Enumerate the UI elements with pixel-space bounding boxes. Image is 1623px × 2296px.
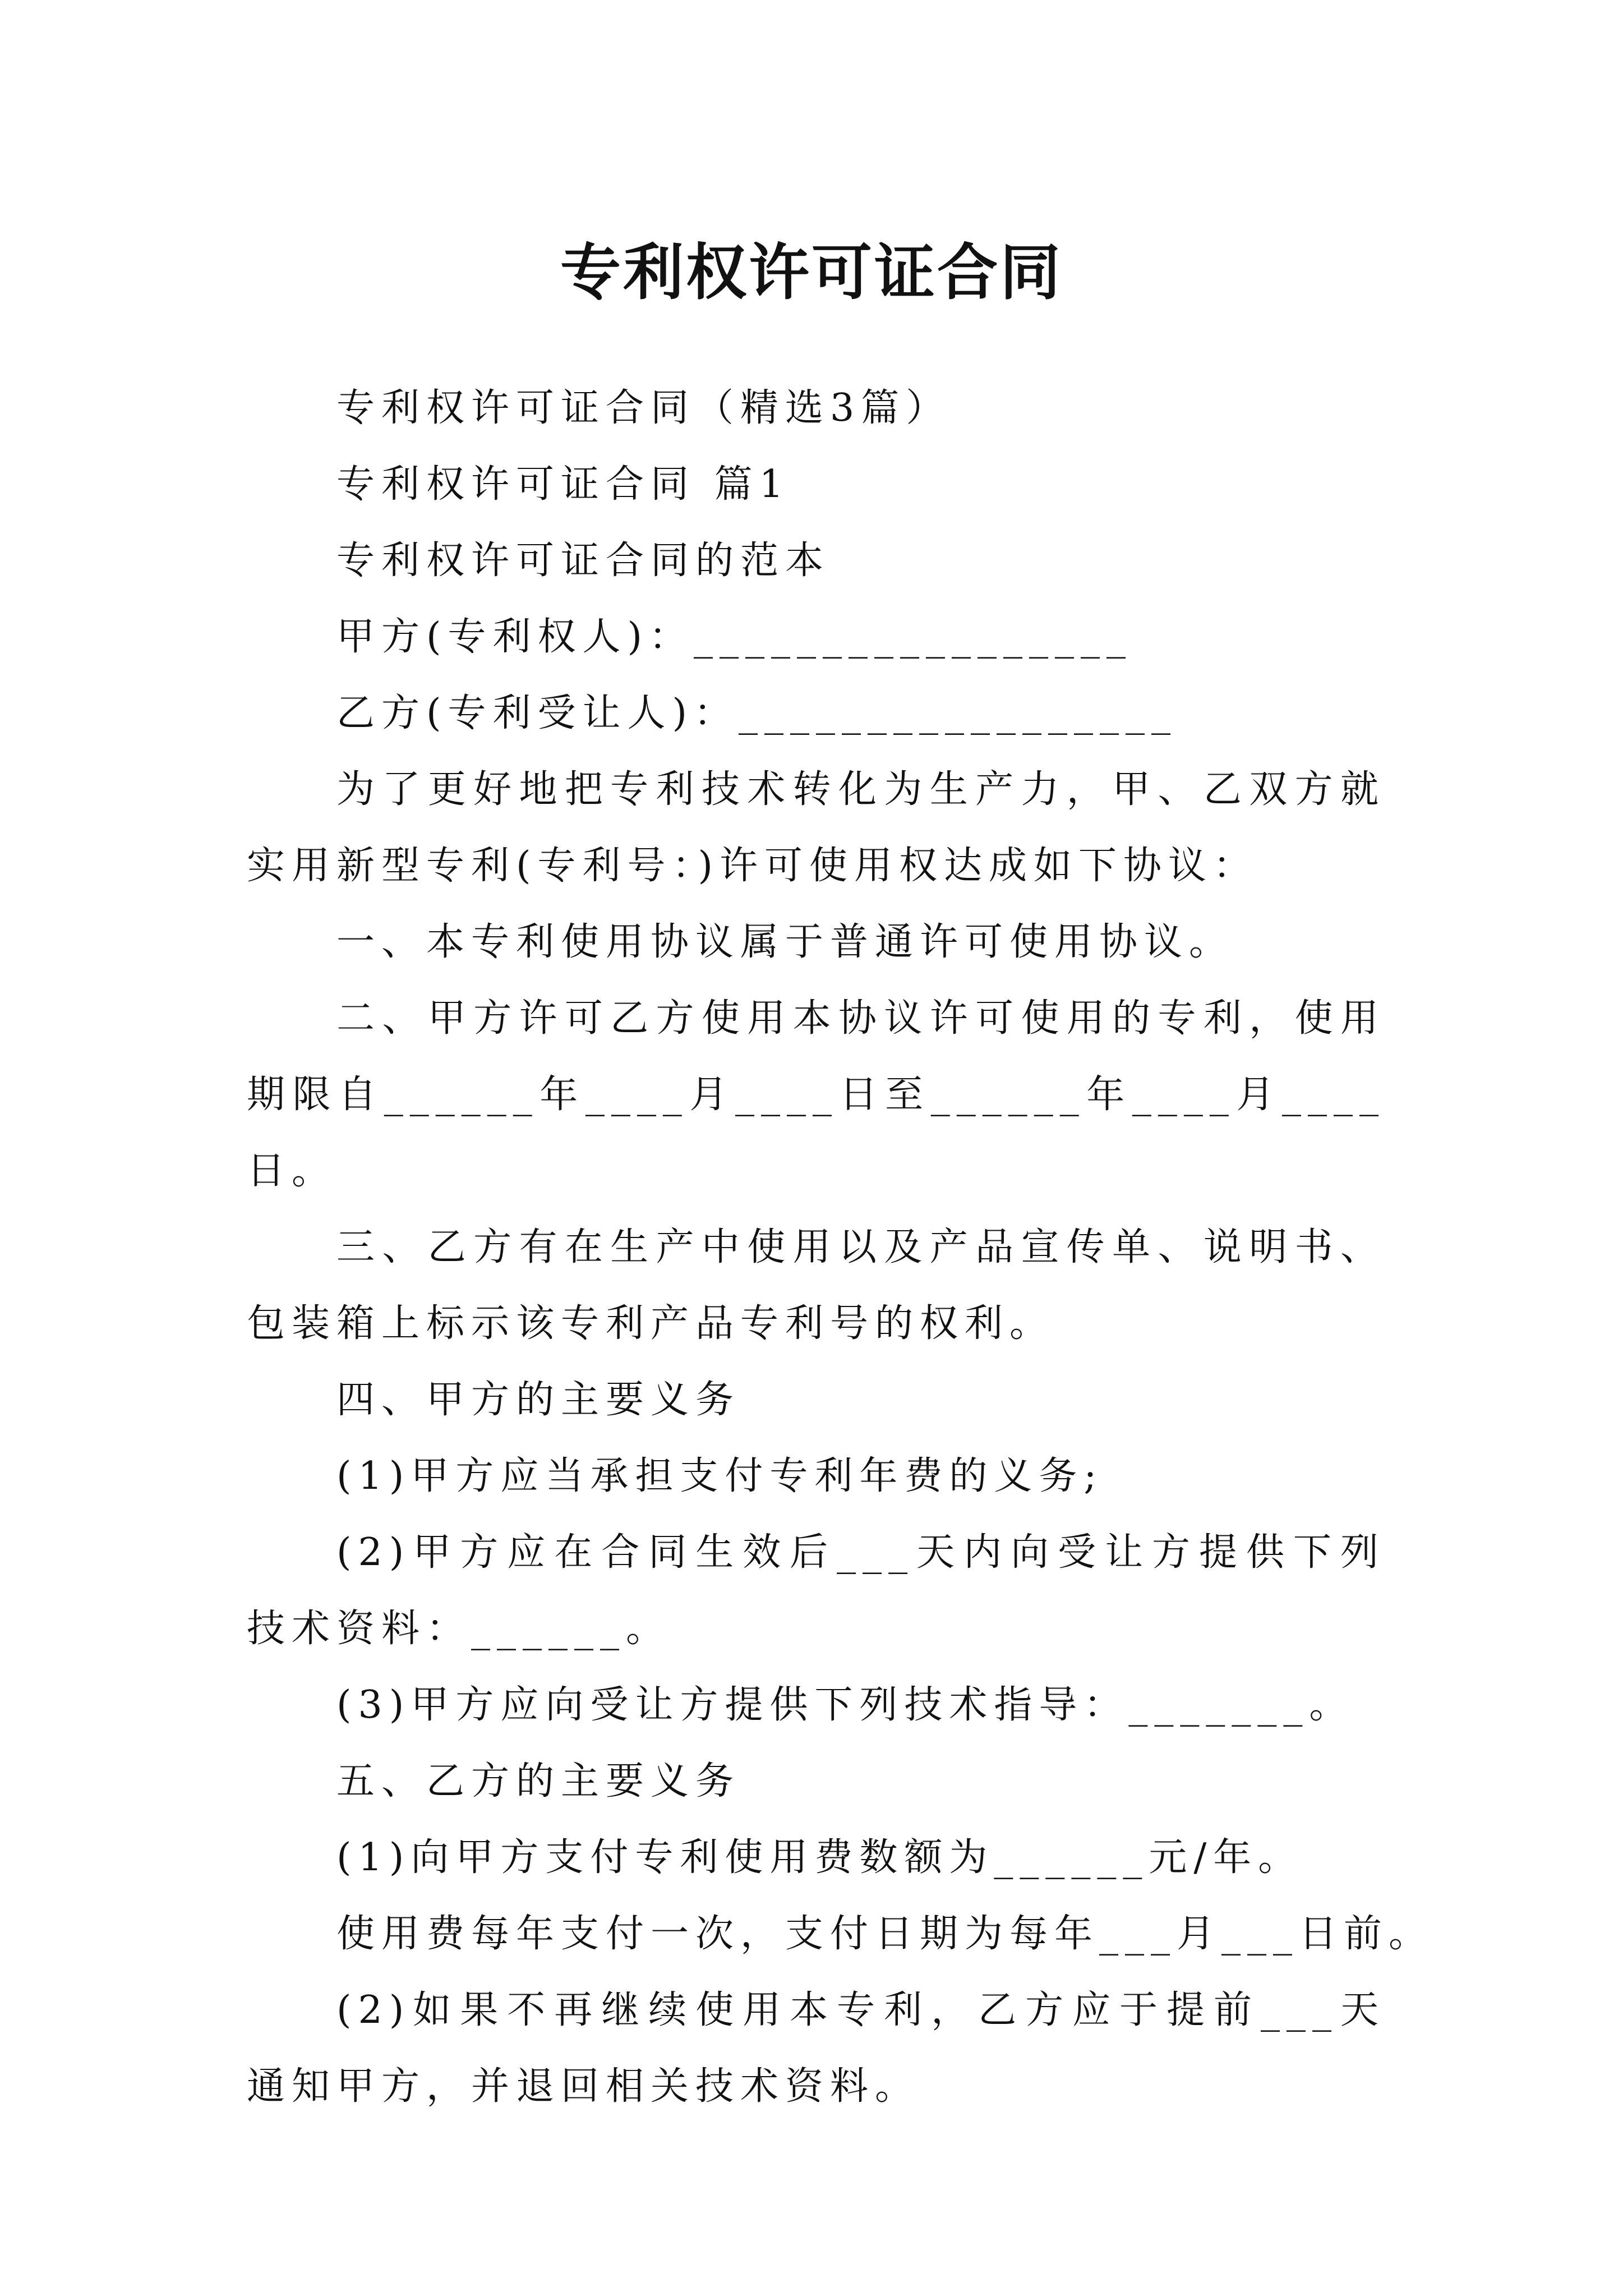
paragraph-section-heading: 专利权许可证合同 篇1 xyxy=(336,462,790,507)
paragraph-clause-4-item-3: (3)甲方应向受让方提供下列技术指导：_______。 xyxy=(336,1683,1354,1727)
paragraph-subtitle: 专利权许可证合同（精选3篇） xyxy=(336,386,951,430)
paragraph-clause-4-item-1: (1)甲方应当承担支付专利年费的义务; xyxy=(336,1454,1104,1498)
paragraph-clause-5-item-1: (1)向甲方支付专利使用费数额为______元/年。 xyxy=(336,1835,1303,1880)
paragraph-clause-3: 三、乙方有在生产中使用以及产品宣传单、说明书、包装箱上标示该专利产品专利号的权利。 xyxy=(247,1225,1385,1346)
document-body xyxy=(247,370,1434,2125)
paragraph-clause-5-item-2: (2)如果不再继续使用本专利，乙方应于提前___天通知甲方，并退回相关技术资料。 xyxy=(247,1988,1385,2109)
document-title: 专利权许可证合同 xyxy=(560,238,1063,309)
paragraph-clause-4-heading: 四、甲方的主要义务 xyxy=(336,1378,741,1422)
paragraph-clause-2: 二、甲方许可乙方使用本协议许可使用的专利，使用期限自______年____月____日至______年____月____日。 xyxy=(247,996,1385,1193)
paragraph-template-heading: 专利权许可证合同的范本 xyxy=(336,539,831,583)
paragraph-clause-4-item-2: (2)甲方应在合同生效后___天内向受让方提供下列技术资料：______。 xyxy=(247,1530,1385,1651)
paragraph-party-b: 乙方(专利受让人)：_________________ xyxy=(336,691,1178,735)
paragraph-payment-schedule: 使用费每年支付一次，支付日期为每年___月___日前。 xyxy=(336,1912,1434,1956)
paragraph-party-a: 甲方(专利权人)：_________________ xyxy=(336,615,1133,659)
paragraph-clause-5-heading: 五、乙方的主要义务 xyxy=(336,1759,741,1803)
paragraph-preamble: 为了更好地把专利技术转化为生产力，甲、乙双方就实用新型专利(专利号：)许可使用权达成如下协议： xyxy=(247,767,1385,888)
paragraph-clause-1: 一、本专利使用协议属于普通许可使用协议。 xyxy=(336,920,1234,964)
